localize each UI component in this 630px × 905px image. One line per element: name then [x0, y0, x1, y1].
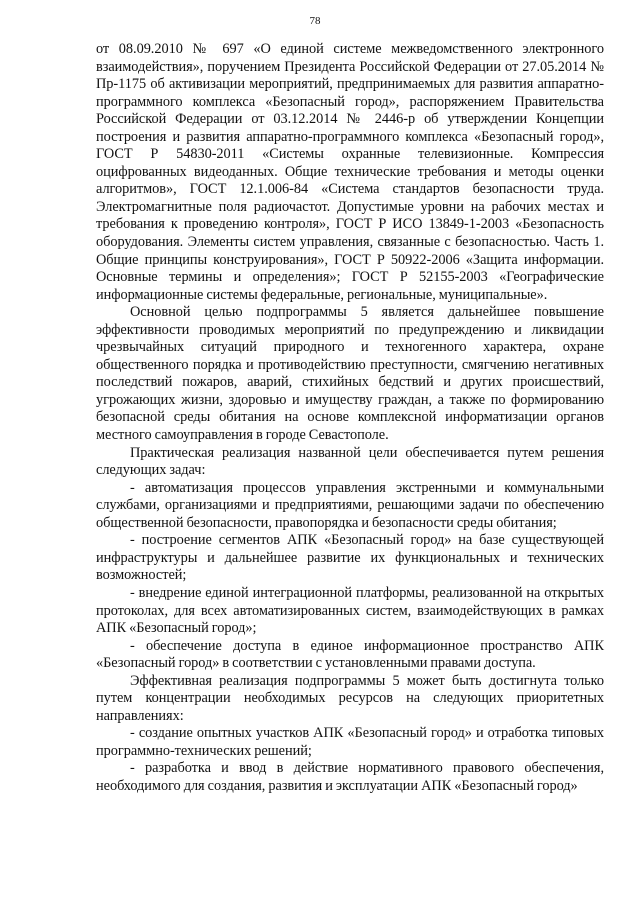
task-item-segments: - построение сегментов АПК «Безопасный город» на базе существующей инфраструктуры и дальнейшее развитие их функциональных и технических возможностей; [96, 532, 604, 584]
paragraph-priority-directions: Эффективная реализация подпрограммы 5 может быть достигнута только путем концентрации необходимых ресурсов на следующих приоритетных направлениях: [96, 672, 604, 724]
paragraph-main-goal: Основной целью подпрограммы 5 является дальнейшее повышение эффективности проводимых мероприятий по предупреждению и ликвидации чрезвычайных ситуаций природного и техногенного характера, охране общественного порядка и противодействию преступности, смягчению негативных последствий пожаров, аварий, стихийных бедствий и других происшествий, угрожающих жизни, здоровью и имуществу граждан, а также по формированию безопасной среды обитания на основе комплексной информатизации органов местного самоуправления в городе Севастополе. [96, 304, 604, 444]
priority-item-pilot-sites: - создание опытных участков АПК «Безопасный город» и отработка типовых программно-технических решений; [96, 725, 604, 759]
priority-item-regulatory-support: - разработка и ввод в действие нормативного правового обеспечения, необходимого для создания, развития и эксплуатации АПК «Безопасный город» [96, 760, 604, 794]
document-body [96, 41, 604, 796]
task-item-automation: - автоматизация процессов управления экстренными и коммунальными службами, организациями и предприятиями, решающими задачи по обеспечению общественной безопасности, правопорядка и безопасности среды обитания; [96, 479, 604, 531]
task-item-integration-platform: - внедрение единой интеграционной платформы, реализованной на открытых протоколах, для всех автоматизированных систем, взаимодействующих в рамках АПК «Безопасный город»; [96, 584, 604, 637]
task-item-information-access: - обеспечение доступа в единое информационное пространство АПК «Безопасный город» в соответствии с установленными правами доступа. [96, 637, 604, 672]
page-number: 78 [309, 15, 321, 27]
paragraph-legal-basis: от 08.09.2010 № 697 «О единой системе межведомственного электронного взаимодействия», поручением Президента Российской Федерации от 27.05.2014 № Пр-1175 об активизации мероприятий, предпринимаемых для развития аппаратно-программного комплекса «Безопасный город», распоряжением Правительства Российской Федерации от 03.12.2014 № 2446-р об утверждении Концепции построения и развития аппаратно-программного комплекса «Безопасный город», ГОСТ Р 54830-2011 «Системы охранные телевизионные. Компрессия оцифрованных видеоданных. Общие технические требования и методы оценки алгоритмов», ГОСТ 12.1.006-84 «Система стандартов безопасности труда. Электромагнитные поля радиочастот. Допустимые уровни на рабочих местах и требования к проведению контроля», ГОСТ Р ИСО 13849-1-2003 «Безопасность оборудования. Элементы систем управления, связанные с безопасностью. Часть 1. Общие принципы конструирования», ГОСТ Р 50922-2006 «Защита информации. Основные термины и определения»; ГОСТ Р 52155-2003 «Географические информационные системы федеральные, региональные, муниципальные». [96, 41, 604, 303]
paragraph-tasks-intro: Практическая реализация названной цели обеспечивается путем решения следующих задач: [96, 444, 604, 479]
